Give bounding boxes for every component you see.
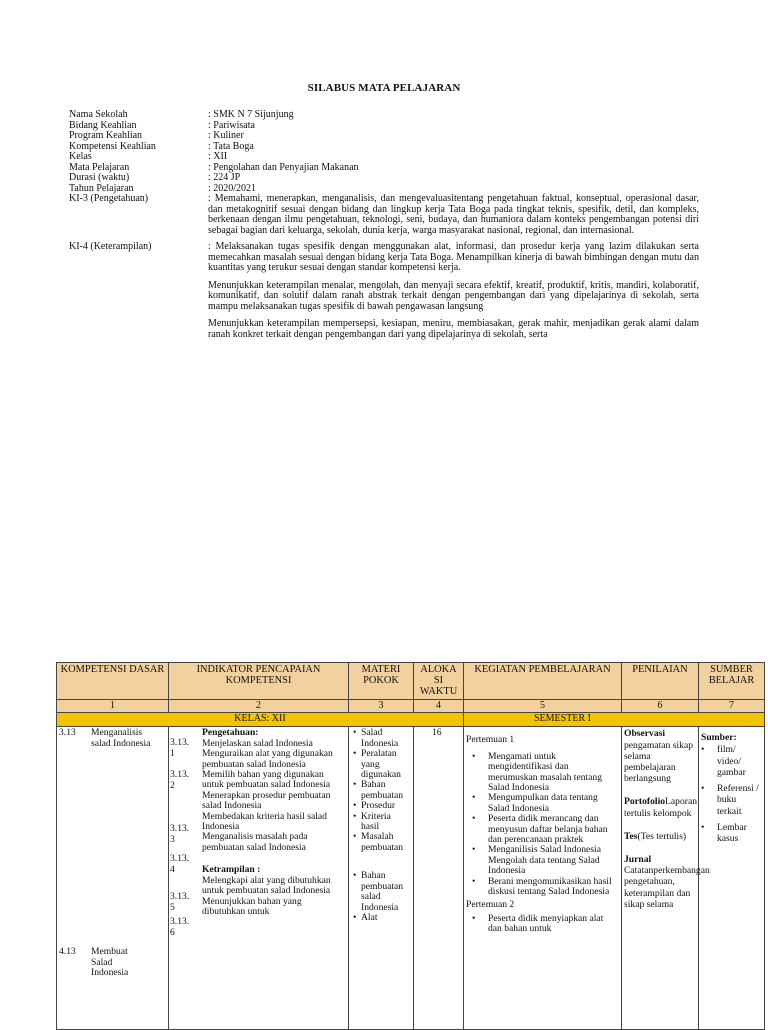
- ki4-para2: Menunjukkan keterampilan menalar, mengolah, dan menyaji secara efektif, kreatif, produktif, kritis, mandiri, kolaboratif, komunikatif, dan solutif dalam ranah abstrak terkait dengan pengembangan dari yang dipelajarinya di sekolah, serta mampu melaksanakan tugas spesifik di bawah pengawasan langsung: [208, 279, 699, 312]
- penilaian-cell: Observasi pengamatan sikap selama pembelajaran berlangsung PortofolioLaporan tertulis kelompok Tes(Tes tertulis) Jurnal Catatanperkembangan pengetahuan, keterampilan dan sikap selama: [622, 727, 699, 1030]
- list-item: • Peralatan yang digunakan: [361, 749, 411, 780]
- info-row: [69, 173, 699, 184]
- column-number: 4: [414, 700, 464, 713]
- header-cell: INDIKATOR PENCAPAIAN KOMPETENSI: [169, 663, 349, 700]
- info-label: Tahun Pelajaran: [69, 182, 134, 194]
- table-header-row: [57, 663, 765, 700]
- column-number: 2: [169, 700, 349, 713]
- list-item: • Alat: [361, 913, 411, 923]
- syllabus-table: [56, 662, 765, 1030]
- kelas-label: KELAS: XII: [57, 713, 464, 727]
- info-label: Nama Sekolah: [69, 109, 128, 120]
- info-rows: [69, 110, 699, 194]
- kd-cell: [57, 727, 169, 1030]
- ki4-label: KI-4 (Keterampilan): [69, 241, 152, 252]
- info-value: : 2020/2021: [208, 182, 257, 194]
- info-row: [69, 152, 699, 163]
- list-item: • Bahan pembuatan salad Indonesia: [361, 871, 411, 913]
- header-cell: SUMBER BELAJAR: [699, 663, 765, 700]
- sumber-cell: Sumber: • film/ video/ gambar • Referensi / buku terkait • Lembar kasus: [699, 727, 765, 1030]
- column-number: 5: [464, 700, 622, 713]
- info-value: : Pengolahan dan Penyajian Makanan: [208, 161, 359, 173]
- info-label: Program Keahlian: [69, 130, 143, 141]
- identity-block: [69, 110, 699, 340]
- kegiatan-list-1: [466, 752, 619, 898]
- header-cell: KEGIATAN PEMBELAJARAN: [464, 663, 622, 700]
- list-item: • Lembar kasus: [717, 822, 762, 845]
- materi-cell: [349, 727, 414, 1030]
- kegiatan-list-2: [466, 914, 619, 935]
- materi-list-2: [351, 871, 411, 923]
- ki3-row: [69, 194, 699, 236]
- list-item: • Peserta didik menyiapkan alat dan bahan untuk: [488, 914, 619, 935]
- info-label: Bidang Keahlian: [69, 119, 137, 131]
- header-cell: ALOKA SI WAKTU: [414, 663, 464, 700]
- kd-item: 4.13 Membuat Salad Indonesia: [59, 946, 129, 979]
- list-item: • Mengamati untuk mengidentifikasi dan merumuskan masalah tentang Salad Indonesia: [488, 752, 619, 794]
- list-item: • Referensi / buku terkait: [717, 783, 762, 818]
- info-value: : XII: [208, 151, 228, 162]
- list-item: • Masalah pembuatan: [361, 832, 411, 853]
- list-item: • film/ video/ gambar: [717, 744, 762, 779]
- kegiatan-cell: Pertemuan 1 • Mengamati untuk mengidentifikasi dan merumuskan masalah tentang Salad Indonesia • Mengumpulkan data tentang Salad Indonesia • Peserta didik merancang dan menyusun daftar belanja bahan dan perencanaan praktek • Menganilisis Salad Indonesia Mengolah data tentang Salad Indonesia • Berani mengomunikasikan hasil diskusi tentang Salad Indonesia Pertemuan 2 • Peserta didik menyiapkan alat dan bahan untuk: [464, 727, 622, 1030]
- materi-list: [351, 728, 411, 853]
- kd-item: 3.13 Menganalisis salad Indonesia: [59, 727, 151, 749]
- list-item: • Berani mengomunikasikan hasil diskusi tentang Salad Indonesia: [488, 877, 619, 898]
- column-number-row: [57, 700, 765, 713]
- ki3-label: KI-3 (Pengetahuan): [69, 193, 149, 204]
- page-title: SILABUS MATA PELAJARAN: [307, 82, 461, 94]
- info-row: [69, 131, 699, 142]
- ki4-para3: Menunjukkan keterampilan mempersepsi, kesiapan, meniru, membiasakan, gerak mahir, menjadikan gerak alami dalam ranah konkret terkait dengan pengembangan dari yang dipelajarinya di sekolah, serta: [208, 318, 699, 340]
- info-label: Mata Pelajaran: [69, 161, 130, 173]
- list-item: • Kriteria hasil: [361, 812, 411, 833]
- ki4-para2-row: [69, 281, 699, 313]
- semester-label: SEMESTER I: [464, 713, 765, 727]
- info-value: : SMK N 7 Sijunjung: [208, 109, 294, 120]
- alokasi-cell: 16: [414, 727, 464, 1030]
- kelas-row: [57, 713, 765, 727]
- keterampilan-label: Ketrampilan :: [202, 864, 261, 876]
- column-number: 7: [699, 700, 765, 713]
- list-item: • Peserta didik merancang dan menyusun daftar belanja bahan dan perencanaan praktek: [488, 814, 619, 845]
- column-number: 1: [57, 700, 169, 713]
- sumber-list: [701, 744, 762, 845]
- ki4-text: : Melaksanakan tugas spesifik dengan menggunakan alat, informasi, dan prosedur kerja yang lazim dilakukan serta memecahkan masalah sesuai dengan bidang kerja Tata Boga. Menampilkan kinerja di bawah bimbingan dengan mutu dan kuantitas yang terukur sesuai dengan standar kompetensi kerja.: [208, 241, 699, 273]
- ki3-text: : Memahami, menerapkan, menganalisis, dan mengevaluasitentang pengetahuan faktual, konseptual, operasional dasar, dan metakognitif sesuai dengan bidang dan lingkup kerja Tata Boga pada tingkat teknis, spesifik, detil, dan kompleks, berkenaan dengan ilmu pengetahuan, teknologi, seni, budaya, dan humaniora dalam konteks pengembangan potensi diri sebagai bagian dari keluarga, sekolah, dunia kerja, warga masyarakat nasional, regional, dan internasional.: [208, 193, 699, 236]
- header-cell: KOMPETENSI DASAR: [57, 663, 169, 700]
- ki4-row: [69, 242, 699, 274]
- list-item: • Prosedur: [361, 801, 411, 811]
- ipk-codes: 3.13. 1 3.13. 2 3.13. 3 3.13. 4 3.13. 5 3.13. 6: [170, 737, 190, 938]
- list-item: • Salad Indonesia: [361, 728, 411, 749]
- ipk-cell: [169, 727, 349, 1030]
- list-item: • Bahan pembuatan: [361, 780, 411, 801]
- info-value: : 224 JP: [208, 172, 241, 183]
- info-label: Kelas: [69, 151, 92, 162]
- info-row: [69, 121, 699, 132]
- info-row: [69, 142, 699, 153]
- info-label: Durasi (waktu): [69, 172, 130, 183]
- column-number: 3: [349, 700, 414, 713]
- list-item: • Mengumpulkan data tentang Salad Indonesia: [488, 793, 619, 814]
- ki4-para3-row: [69, 319, 699, 340]
- table-row: [57, 727, 765, 1030]
- header-cell: PENILAIAN: [622, 663, 699, 700]
- column-number: 6: [622, 700, 699, 713]
- info-row: [69, 110, 699, 121]
- ipk-texts: Pengetahuan: Menjelaskan salad Indonesia Menguraikan alat yang digunakan pembuatan salad Indonesia Memilih bahan yang digunakan untuk pembuatan salad Indonesia Menerapkan prosedur pembuatan salad Indonesia Membedakan kriteria hasil salad Indonesia Menganalisis masalah pada pembuatan salad Indonesia Ketrampilan : Melengkapi alat yang dibutuhkan untuk pembuatan salad Indonesia Menunjukkan bahan yang dibutuhkan untuk: [202, 728, 347, 938]
- info-value: : Tata Boga: [208, 140, 254, 152]
- list-item: • Menganilisis Salad Indonesia Mengolah data tentang Salad Indonesia: [488, 845, 619, 876]
- info-label: Kompetensi Keahlian: [69, 140, 156, 152]
- header-cell: MATERI POKOK: [349, 663, 414, 700]
- pengetahuan-label: Pengetahuan:: [202, 727, 259, 739]
- info-value: : Kuliner: [208, 130, 244, 141]
- info-row: [69, 163, 699, 174]
- info-value: : Pariwisata: [208, 119, 255, 131]
